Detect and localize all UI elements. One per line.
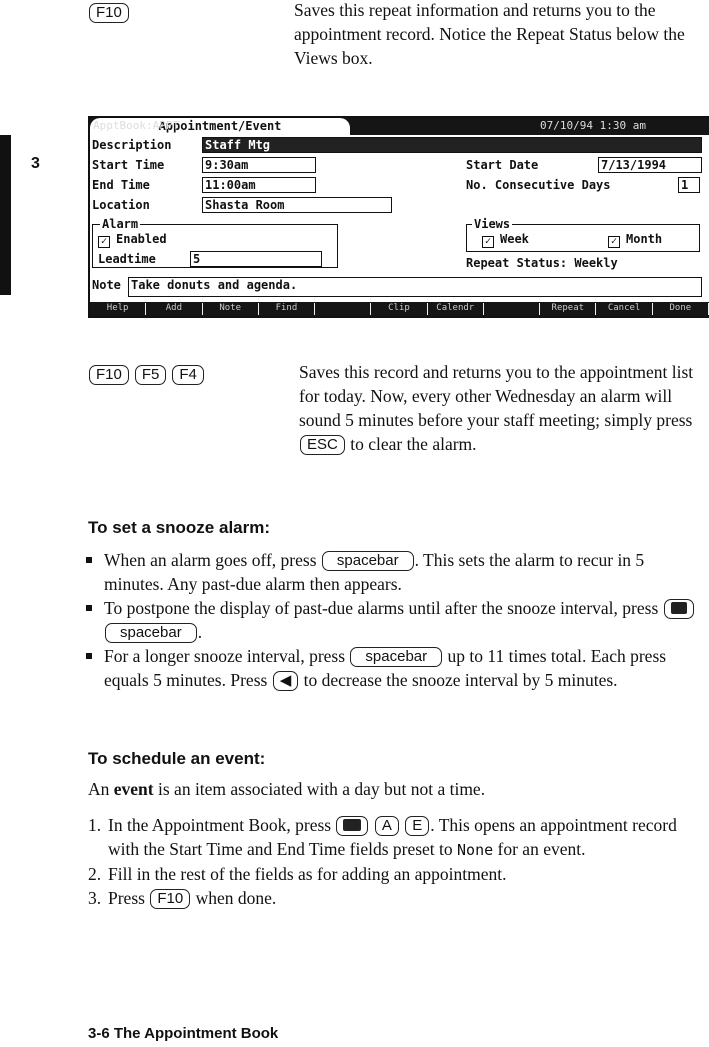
- save-keys: [88, 365, 205, 385]
- key-left-arrow: [273, 671, 299, 691]
- event-steps: [88, 813, 698, 910]
- event-intro: An event is an item associated with a day but not a time.: [88, 779, 486, 799]
- chapter-tab: [0, 135, 11, 295]
- key-esc: ESC: [300, 435, 345, 455]
- key-f4: F4: [172, 365, 204, 385]
- enabled-checkbox[interactable]: [98, 232, 167, 248]
- consecutive-days-field[interactable]: 1: [678, 177, 700, 193]
- key-f10: F10: [89, 365, 129, 385]
- end-time-label: End Time: [92, 178, 150, 192]
- start-date-field[interactable]: 7/13/1994: [598, 157, 702, 173]
- fkey-5[interactable]: [315, 303, 371, 315]
- event-step-2: 2. Fill in the rest of the fields as for adding an appointment.: [88, 864, 507, 884]
- fkey-7[interactable]: Calendr: [428, 303, 484, 315]
- leadtime-label: Leadtime: [98, 252, 156, 266]
- appointment-screen: [88, 116, 709, 318]
- month-label: Month: [626, 232, 663, 246]
- bullet-icon: [86, 605, 92, 611]
- location-field[interactable]: Shasta Room: [202, 197, 392, 213]
- key-menu: [336, 816, 368, 836]
- views-label: Views: [474, 217, 511, 231]
- snooze-bullet-3: For a longer snooze interval, press spacebar up to 11 times total. Each press equals 5 minutes. Press ◀ to decrease the snooze interval by 5 minutes.: [88, 644, 698, 692]
- key-spacebar: spacebar: [105, 623, 197, 643]
- event-step-3: 3. Press F10 when done.: [88, 888, 277, 908]
- bullet-icon: [86, 653, 92, 659]
- key-fn: [664, 599, 694, 619]
- checkbox-icon: ✓: [608, 236, 620, 248]
- save-text: Saves this record and returns you to the appointment list for today. Now, every other Wednesday an alarm will sound 5 minutes before your staff meeting; simply press ESC to clear the alarm.: [299, 362, 694, 454]
- menu-key-icon: [343, 819, 361, 831]
- screen-app-name: ApptBook:APPT: [93, 119, 180, 132]
- location-label: Location: [92, 198, 150, 212]
- fkey-10[interactable]: Cancel: [596, 303, 652, 315]
- snooze-bullet-1: When an alarm goes off, press spacebar . This sets the alarm to recur in 5 minutes. Any past-due alarm then appears.: [88, 548, 698, 596]
- description-label: Description: [92, 138, 172, 152]
- snooze-bullet-2: To postpone the display of past-due alarms until after the snooze interval, press spacebar .: [88, 596, 698, 644]
- key-f10: F10: [150, 889, 190, 909]
- key-spacebar: spacebar: [350, 647, 442, 667]
- key-a: A: [375, 816, 399, 836]
- screen-title: Appointment/Event: [90, 118, 350, 135]
- screen-datetime: 07/10/94 1:30 am: [540, 119, 646, 132]
- enabled-label: Enabled: [116, 232, 167, 246]
- repeat-status: Repeat Status: Weekly: [466, 256, 618, 270]
- screen-title-bar: [90, 118, 709, 135]
- snooze-list: [88, 548, 698, 692]
- start-date-label: Start Date: [466, 158, 539, 172]
- chapter-number: 3: [31, 155, 40, 172]
- month-checkbox[interactable]: [608, 232, 662, 248]
- function-key-bar: [90, 302, 709, 316]
- note-label: Note: [92, 278, 121, 292]
- leadtime-field[interactable]: 5: [190, 251, 322, 267]
- checkbox-icon: ✓: [482, 236, 494, 248]
- event-heading: To schedule an event:: [88, 749, 266, 768]
- fkey-11[interactable]: Done: [653, 303, 709, 315]
- fkey-9[interactable]: Repeat: [540, 303, 596, 315]
- key-e: E: [405, 816, 429, 836]
- fkey-1[interactable]: Help: [90, 303, 146, 315]
- key-f5: F5: [135, 365, 167, 385]
- fkey-3[interactable]: Note: [203, 303, 259, 315]
- week-label: Week: [500, 232, 529, 246]
- intro-text: Saves this repeat information and returns you to the appointment record. Notice the Repeat Status below the Views box.: [294, 0, 685, 68]
- fkey-6[interactable]: Clip: [371, 303, 427, 315]
- start-time-field[interactable]: 9:30am: [202, 157, 316, 173]
- intro-key-f10: F10: [88, 3, 130, 23]
- page-footer: 3-6 The Appointment Book: [88, 1025, 279, 1042]
- fn-key-icon: [671, 602, 687, 614]
- checkbox-icon: ✓: [98, 236, 110, 248]
- left-arrow-icon: ◀: [279, 672, 292, 689]
- snooze-heading: To set a snooze alarm:: [88, 518, 271, 537]
- alarm-label: Alarm: [102, 217, 139, 231]
- key-spacebar: spacebar: [322, 551, 414, 571]
- week-checkbox[interactable]: [482, 232, 529, 248]
- start-time-label: Start Time: [92, 158, 165, 172]
- fkey-8[interactable]: [484, 303, 540, 315]
- end-time-field[interactable]: 11:00am: [202, 177, 316, 193]
- description-field[interactable]: Staff Mtg: [202, 137, 702, 153]
- fkey-2[interactable]: Add: [146, 303, 202, 315]
- fkey-4[interactable]: Find: [259, 303, 315, 315]
- bullet-icon: [86, 557, 92, 563]
- event-step-1: 1. In the Appointment Book, press A E . This opens an appointment record with the Start Time and End Time fields preset to None for an event.: [88, 815, 677, 859]
- consecutive-days-label: No. Consecutive Days: [466, 178, 611, 192]
- note-field[interactable]: Take donuts and agenda.: [128, 277, 702, 297]
